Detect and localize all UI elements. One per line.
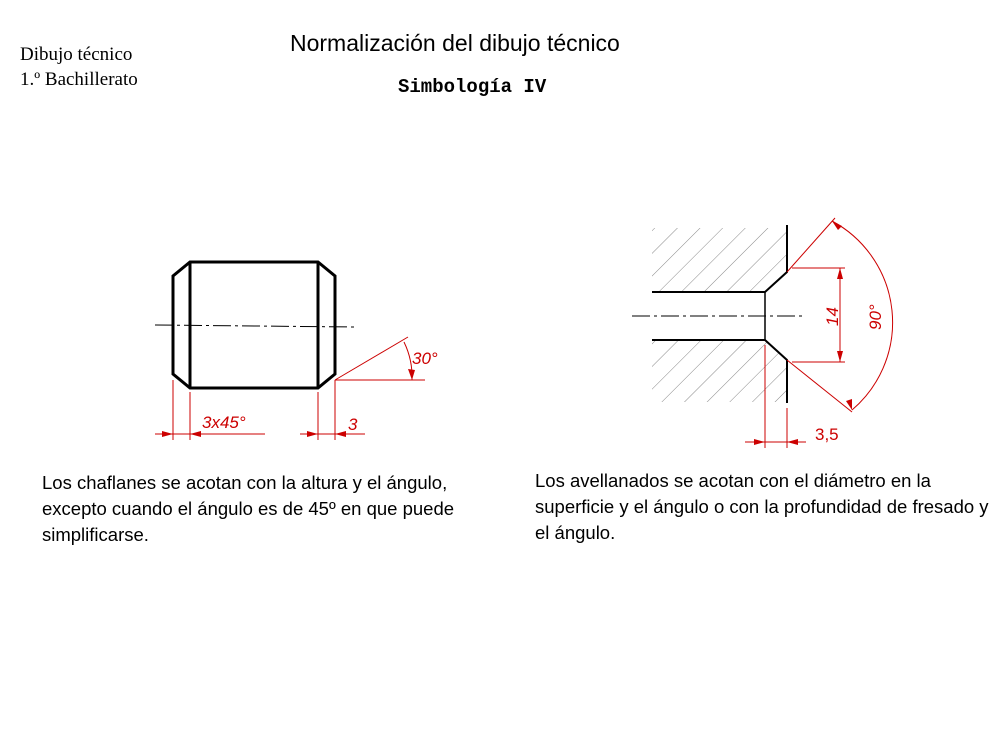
diameter-arrow bbox=[837, 351, 843, 362]
chamfer-arrow bbox=[190, 431, 201, 437]
angle-ext-line bbox=[787, 218, 835, 272]
diameter-label: 14 bbox=[823, 307, 842, 326]
height-arrow bbox=[307, 431, 318, 437]
angle-extension-line bbox=[335, 337, 408, 380]
section-hatch-bottom bbox=[652, 340, 787, 402]
chamfer-size-label: 3x45° bbox=[202, 413, 246, 432]
countersink-caption: Los avellanados se acotan con el diámetro en la superficie y el ángulo o con la profundidad de fresado y el ángulo. bbox=[535, 470, 989, 543]
depth-label: 3,5 bbox=[815, 425, 839, 444]
height-arrow bbox=[335, 431, 346, 437]
countersink-figure bbox=[632, 218, 893, 448]
angle-arrow bbox=[408, 369, 415, 380]
chamfer-figure bbox=[155, 262, 438, 440]
chamfer-caption: Los chaflanes se acotan con la altura y el ángulo, excepto cuando el ángulo es de 45º en que puede simplificarse. bbox=[42, 472, 455, 545]
chamfer-arrow bbox=[162, 431, 173, 437]
section-hatch-top bbox=[652, 228, 787, 292]
diameter-arrow bbox=[837, 268, 843, 279]
angle-arrow bbox=[832, 221, 842, 230]
course-subject: Dibujo técnico bbox=[20, 44, 133, 65]
chamfer-center-line bbox=[155, 325, 355, 327]
page-title: Normalización del dibujo técnico bbox=[290, 30, 620, 56]
height-label: 3 bbox=[348, 415, 358, 434]
angle-ext-line bbox=[787, 360, 852, 412]
page-subtitle: Simbología IV bbox=[398, 76, 547, 98]
chamfer-angle-label: 30° bbox=[412, 349, 438, 368]
depth-arrow bbox=[787, 439, 798, 445]
countersink-angle-label: 90° bbox=[866, 304, 885, 330]
depth-arrow bbox=[754, 439, 765, 445]
course-level: 1.º Bachillerato bbox=[20, 69, 138, 90]
